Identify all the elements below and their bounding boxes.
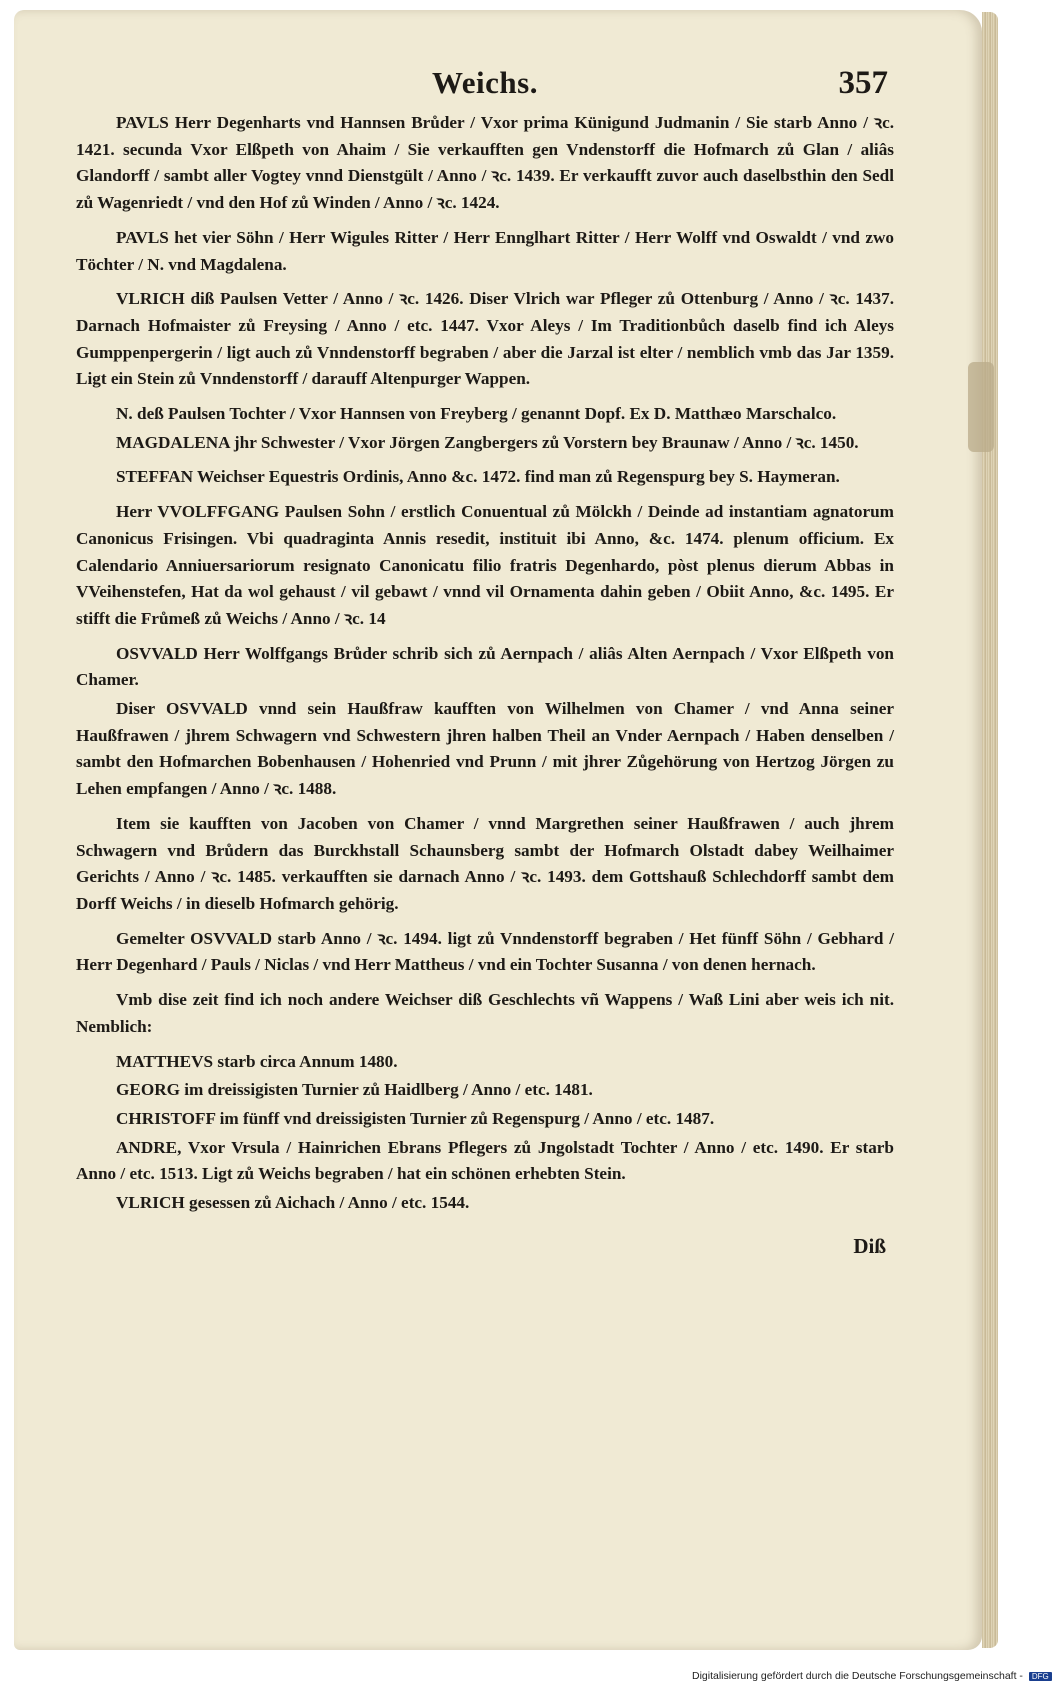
dfg-logo: DFG [1029, 1672, 1052, 1681]
paragraph: N. deß Paulsen Tochter / Vxor Hannsen von Freyberg / genannt Dopf. Ex D. Matthæo Marschalco. [116, 404, 837, 424]
paragraph: Herr VVOLFFGANG Paulsen Sohn / erstlich Conuentual zů Mölckh / Deinde ad instantiam agnatorum Canonicus Frisingen. Vbi quadraginta Annis resedit, instituit ibi Anno, &c. 1474. plenum officium. Ex Calendario Anniuersariorum resignato Canonicatu filio fratris Degenhardo, pòst plenus dierum Abbas in VVeihenstefen, Hat da wol gehaust / vil gebawt / vnnd vil Ornamenta dahin geben / Obiit Anno, &c. 1495. Er stifft die Frůmeß zů Weichs / Anno / ꝛc. 14 [76, 502, 894, 628]
running-head [76, 65, 894, 110]
catchword: Diß [853, 1233, 886, 1258]
paragraph: Vmb dise zeit find ich noch andere Weichser diß Geschlechts vñ Wappens / Waß Lini aber weis ich nit. Nemblich: [76, 990, 894, 1036]
list-item: ANDRE, Vxor Vrsula / Hainrichen Ebrans Pflegers zů Jngolstadt Tochter / Anno / etc. 1490. Er starb Anno / etc. 1513. Ligt zů Weichs begraben / hat ein schönen erhebten Stein. [76, 1137, 894, 1184]
credit-text: Digitalisierung gefördert durch die Deutsche Forschungsgemeinschaft - [692, 1670, 1023, 1682]
list-item: MATTHEVS starb circa Annum 1480. [116, 1051, 398, 1071]
paragraph: PAVLS Herr Degenharts vnd Hannsen Brůder / Vxor prima Künigund Judmanin / Sie starb Anno / ꝛc. 1421. secunda Vxor Elßpeth von Ahaim / Sie verkaufften gen Vndenstorff die Hofmarch zů Glan / aliâs Glandorff / sambt aller Vogtey vnnd Dienstgült / Anno / ꝛc. 1439. Er verkaufft zuvor auch daselbsthin den Sedl zů Wagenriedt / vnd den Hof zů Winden / Anno / ꝛc. 1424. [76, 113, 894, 213]
running-head-title: Weichs. [432, 65, 538, 100]
page-text [76, 65, 894, 1259]
page-tab-marker [968, 362, 994, 452]
paragraph: MAGDALENA jhr Schwester / Vxor Jörgen Zangbergers zů Vorstern bey Braunaw / Anno / ꝛc. 1450. [116, 432, 859, 452]
paragraph: Diser OSVVALD vnnd sein Haußfraw kaufften von Wilhelmen von Chamer / vnd Anna seiner Haußfrawen / jhrem Schwagern vnd Schwestern jhren halben Theil an Vnder Aernpach / Haben denselben / sambt den Hofmarchen Bobenhausen / Hohenried vnd Prunn / mit jhrer Zůgehörung von Hertzog Jörgen zu Lehen empfangen / Anno / ꝛc. 1488. [76, 699, 894, 799]
paragraph: STEFFAN Weichser Equestris Ordinis, Anno &c. 1472. find man zů Regenspurg bey S. Haymeran. [116, 467, 840, 487]
paragraph: PAVLS het vier Söhn / Herr Wigules Ritter / Herr Ennglhart Ritter / Herr Wolff vnd Oswaldt / vnd zwo Töchter / N. vnd Magdalena. [76, 227, 894, 274]
paragraph: Item sie kaufften von Jacoben von Chamer / vnnd Margrethen seiner Haußfrawen / auch jhrem Schwagern vnd Brůdern das Burckhstall Schaunsberg sambt der Hofmarch Olstadt dabey Weilhaimer Gerichts / Anno / ꝛc. 1485. verkaufften sie darnach Anno / ꝛc. 1493. dem Gottshauß Schlechdorff sambt dem Dorff Weichs / in dieselb Hofmarch gehörig. [76, 813, 894, 913]
list-item: VLRICH gesessen zů Aichach / Anno / etc. 1544. [116, 1193, 470, 1213]
paragraph: VLRICH diß Paulsen Vetter / Anno / ꝛc. 1426. Diser Vlrich war Pfleger zů Ottenburg / Anno / ꝛc. 1437. Darnach Hofmaister zů Freysing / Anno / etc. 1447. Vxor Aleys / Im Traditionbůch daselb find ich Aleys Gumppenpergerin / ligt auch zů Vnndenstorff begraben / aber die Jarzal ist elter / nemblich vmb das Jar 1359. Ligt ein Stein zů Vnndenstorff / darauff Altenpurger Wappen. [76, 289, 894, 389]
page-edges [982, 12, 998, 1648]
paragraph: Gemelter OSVVALD starb Anno / ꝛc. 1494. ligt zů Vnndenstorff begraben / Het fünff Söhn / Gebhard / Herr Degenhard / Pauls / Niclas / vnd Herr Mattheus / vnd ein Tochter Susanna / von denen hernach. [76, 928, 894, 975]
list-item: CHRISTOFF im fünff vnd dreissigisten Turnier zů Regenspurg / Anno / etc. 1487. [116, 1108, 715, 1128]
digitization-credit [692, 1670, 1052, 1682]
paragraph: OSVVALD Herr Wolffgangs Brůder schrib sich zů Aernpach / aliâs Alten Aernpach / Vxor Elßpeth von Chamer. [76, 643, 894, 690]
list-item: GEORG im dreissigisten Turnier zů Haidlberg / Anno / etc. 1481. [116, 1080, 593, 1100]
page-number: 357 [838, 65, 888, 101]
